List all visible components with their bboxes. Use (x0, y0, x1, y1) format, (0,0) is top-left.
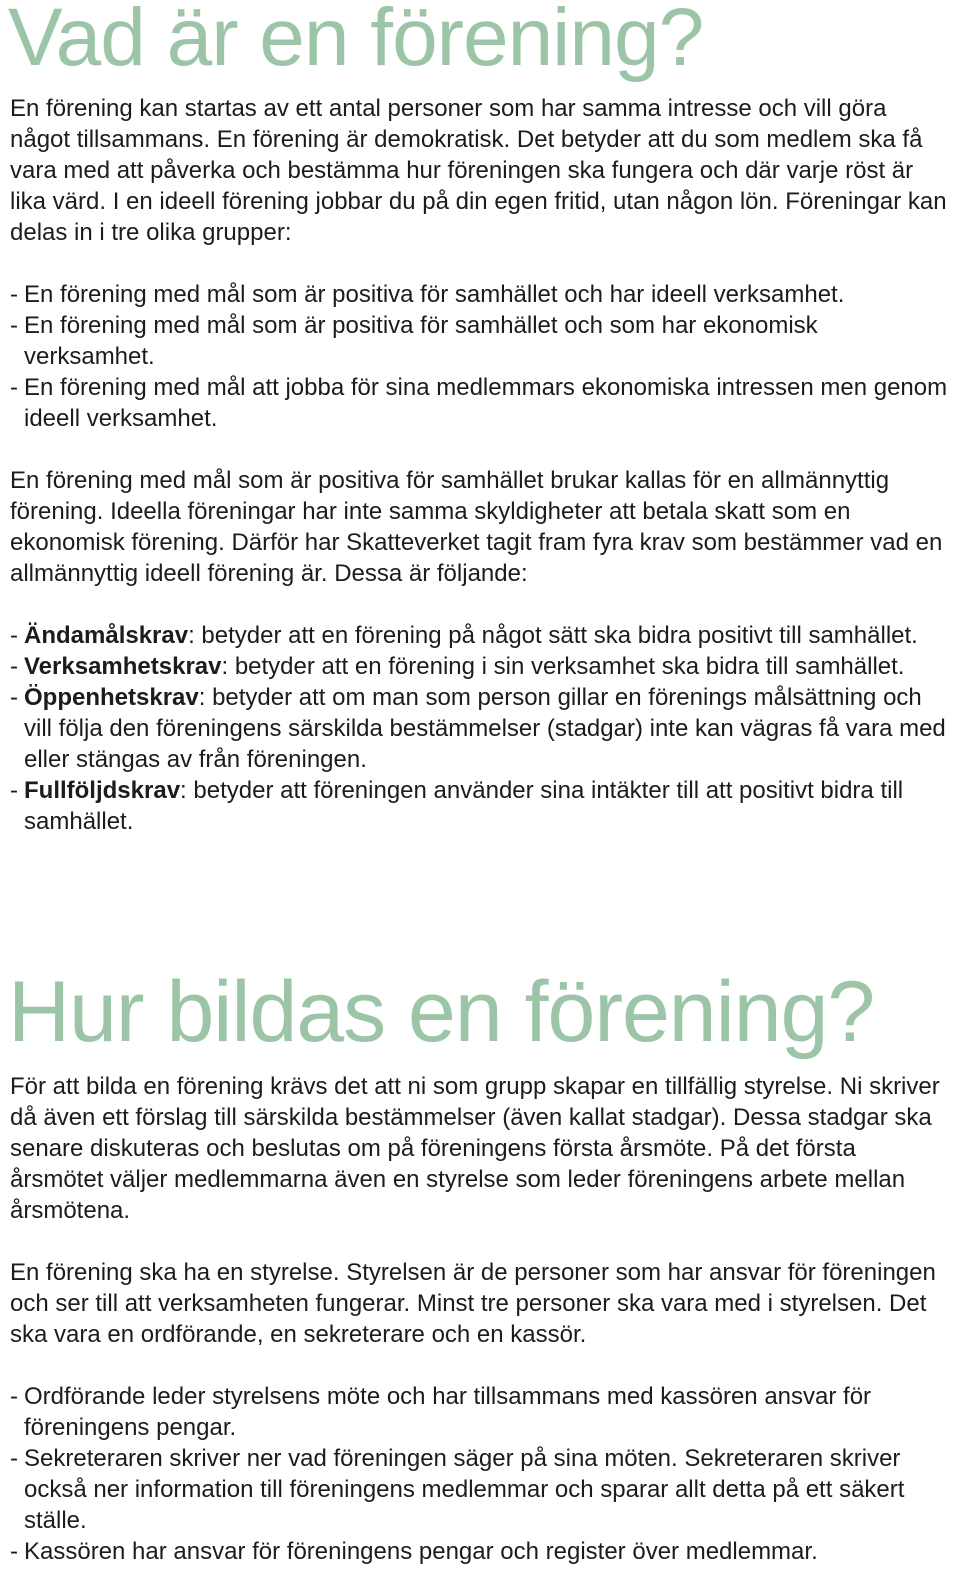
group-text: En förening med mål att jobba för sina medlemmars ekonomiska intressen men genom ideell verksamhet. (24, 374, 948, 432)
list-item (10, 310, 950, 372)
board-paragraph: En förening ska ha en styrelse. Styrelsen är de personer som har ansvar för föreningen och ser till att verksamheten fungerar. Minst tre personer ska vara med i styrelsen. Det ska vara en ordförande, en sekreterare och en kassör. (10, 1259, 936, 1348)
requirement-text: : betyder att om man som person gillar en förenings målsättning och vill följa den föreningens särskilda bestämmelser (stadgar) inte kan vägras få vara med eller stängas av från föreningen. (24, 684, 946, 773)
association-groups-list (10, 279, 950, 434)
dash-marker: - (10, 684, 18, 711)
list-item (10, 372, 950, 434)
requirement-term: Öppenhetskrav (24, 684, 199, 711)
requirement-text: : betyder att föreningen använder sina intäkter till att positivt bidra till samhället. (24, 777, 904, 835)
group-text: En förening med mål som är positiva för samhället och som har ekonomisk verksamhet. (24, 312, 818, 370)
board-roles-list (10, 1381, 950, 1567)
dash-marker: - (10, 374, 18, 401)
role-text: Kassören har ansvar för föreningens pengar och register över medlemmar. (24, 1538, 818, 1565)
role-text: Sekreteraren skriver ner vad föreningen säger på sina möten. Sekreteraren skriver också ner information till föreningens medlemmar och sparar allt detta på ett säkert ställe. (24, 1445, 905, 1534)
list-item (10, 1536, 950, 1567)
formation-paragraph: För att bilda en förening krävs det att ni som grupp skapar en tillfällig styrelse. Ni skriver då även ett förslag till särskilda bestämmelser (även kallat stadgar). Dessa stadgar ska senare diskuteras och beslutas om på föreningens första årsmöte. På det första årsmötet väljer medlemmarna även en styrelse som leder föreningens arbete mellan årsmötena. (10, 1073, 940, 1224)
list-item (10, 620, 950, 651)
requirements-list (10, 620, 950, 837)
list-item (10, 682, 950, 775)
dash-marker: - (10, 1383, 18, 1410)
requirement-text: : betyder att en förening i sin verksamhet ska bidra till samhället. (221, 653, 905, 680)
requirement-term: Ändamålskrav (24, 622, 189, 649)
requirement-text: : betyder att en förening på något sätt ska bidra positivt till samhället. (188, 622, 918, 649)
intro-paragraph: En förening kan startas av ett antal personer som har samma intresse och vill göra något tillsammans. En förening är demokratisk. Det betyder att du som medlem ska få vara med att påverka och bestämma hur föreningen ska fungera och där varje röst är lika värd. I en ideell förening jobbar du på din egen fritid, utan någon lön. Föreningar kan delas in i tre olika grupper: (10, 95, 947, 246)
dash-marker: - (10, 1445, 18, 1472)
requirement-term: Fullföljdskrav (24, 777, 181, 804)
dash-marker: - (10, 281, 18, 308)
list-item (10, 1381, 950, 1443)
dash-marker: - (10, 777, 18, 804)
group-text: En förening med mål som är positiva för samhället och har ideell verksamhet. (24, 281, 845, 308)
list-item (10, 279, 950, 310)
requirement-term: Verksamhetskrav (24, 653, 222, 680)
list-item (10, 775, 950, 837)
section-title-how-formed: Hur bildas en förening? (8, 964, 875, 1060)
dash-marker: - (10, 622, 18, 649)
dash-marker: - (10, 1538, 18, 1565)
dash-marker: - (10, 312, 18, 339)
general-benefit-paragraph: En förening med mål som är positiva för samhället brukar kallas för en allmännyttig förening. Ideella föreningar har inte samma skyldigheter att betala skatt som en ekonomisk förening. Därför har Skatteverket tagit fram fyra krav som bestämmer vad en allmännyttig ideell förening är. Dessa är följande: (10, 467, 943, 587)
dash-marker: - (10, 653, 18, 680)
list-item (10, 1443, 950, 1536)
role-text: Ordförande leder styrelsens möte och har tillsammans med kassören ansvar för föreningens pengar. (24, 1383, 872, 1441)
section-title-what-is: Vad är en förening? (8, 0, 704, 83)
list-item (10, 651, 950, 682)
